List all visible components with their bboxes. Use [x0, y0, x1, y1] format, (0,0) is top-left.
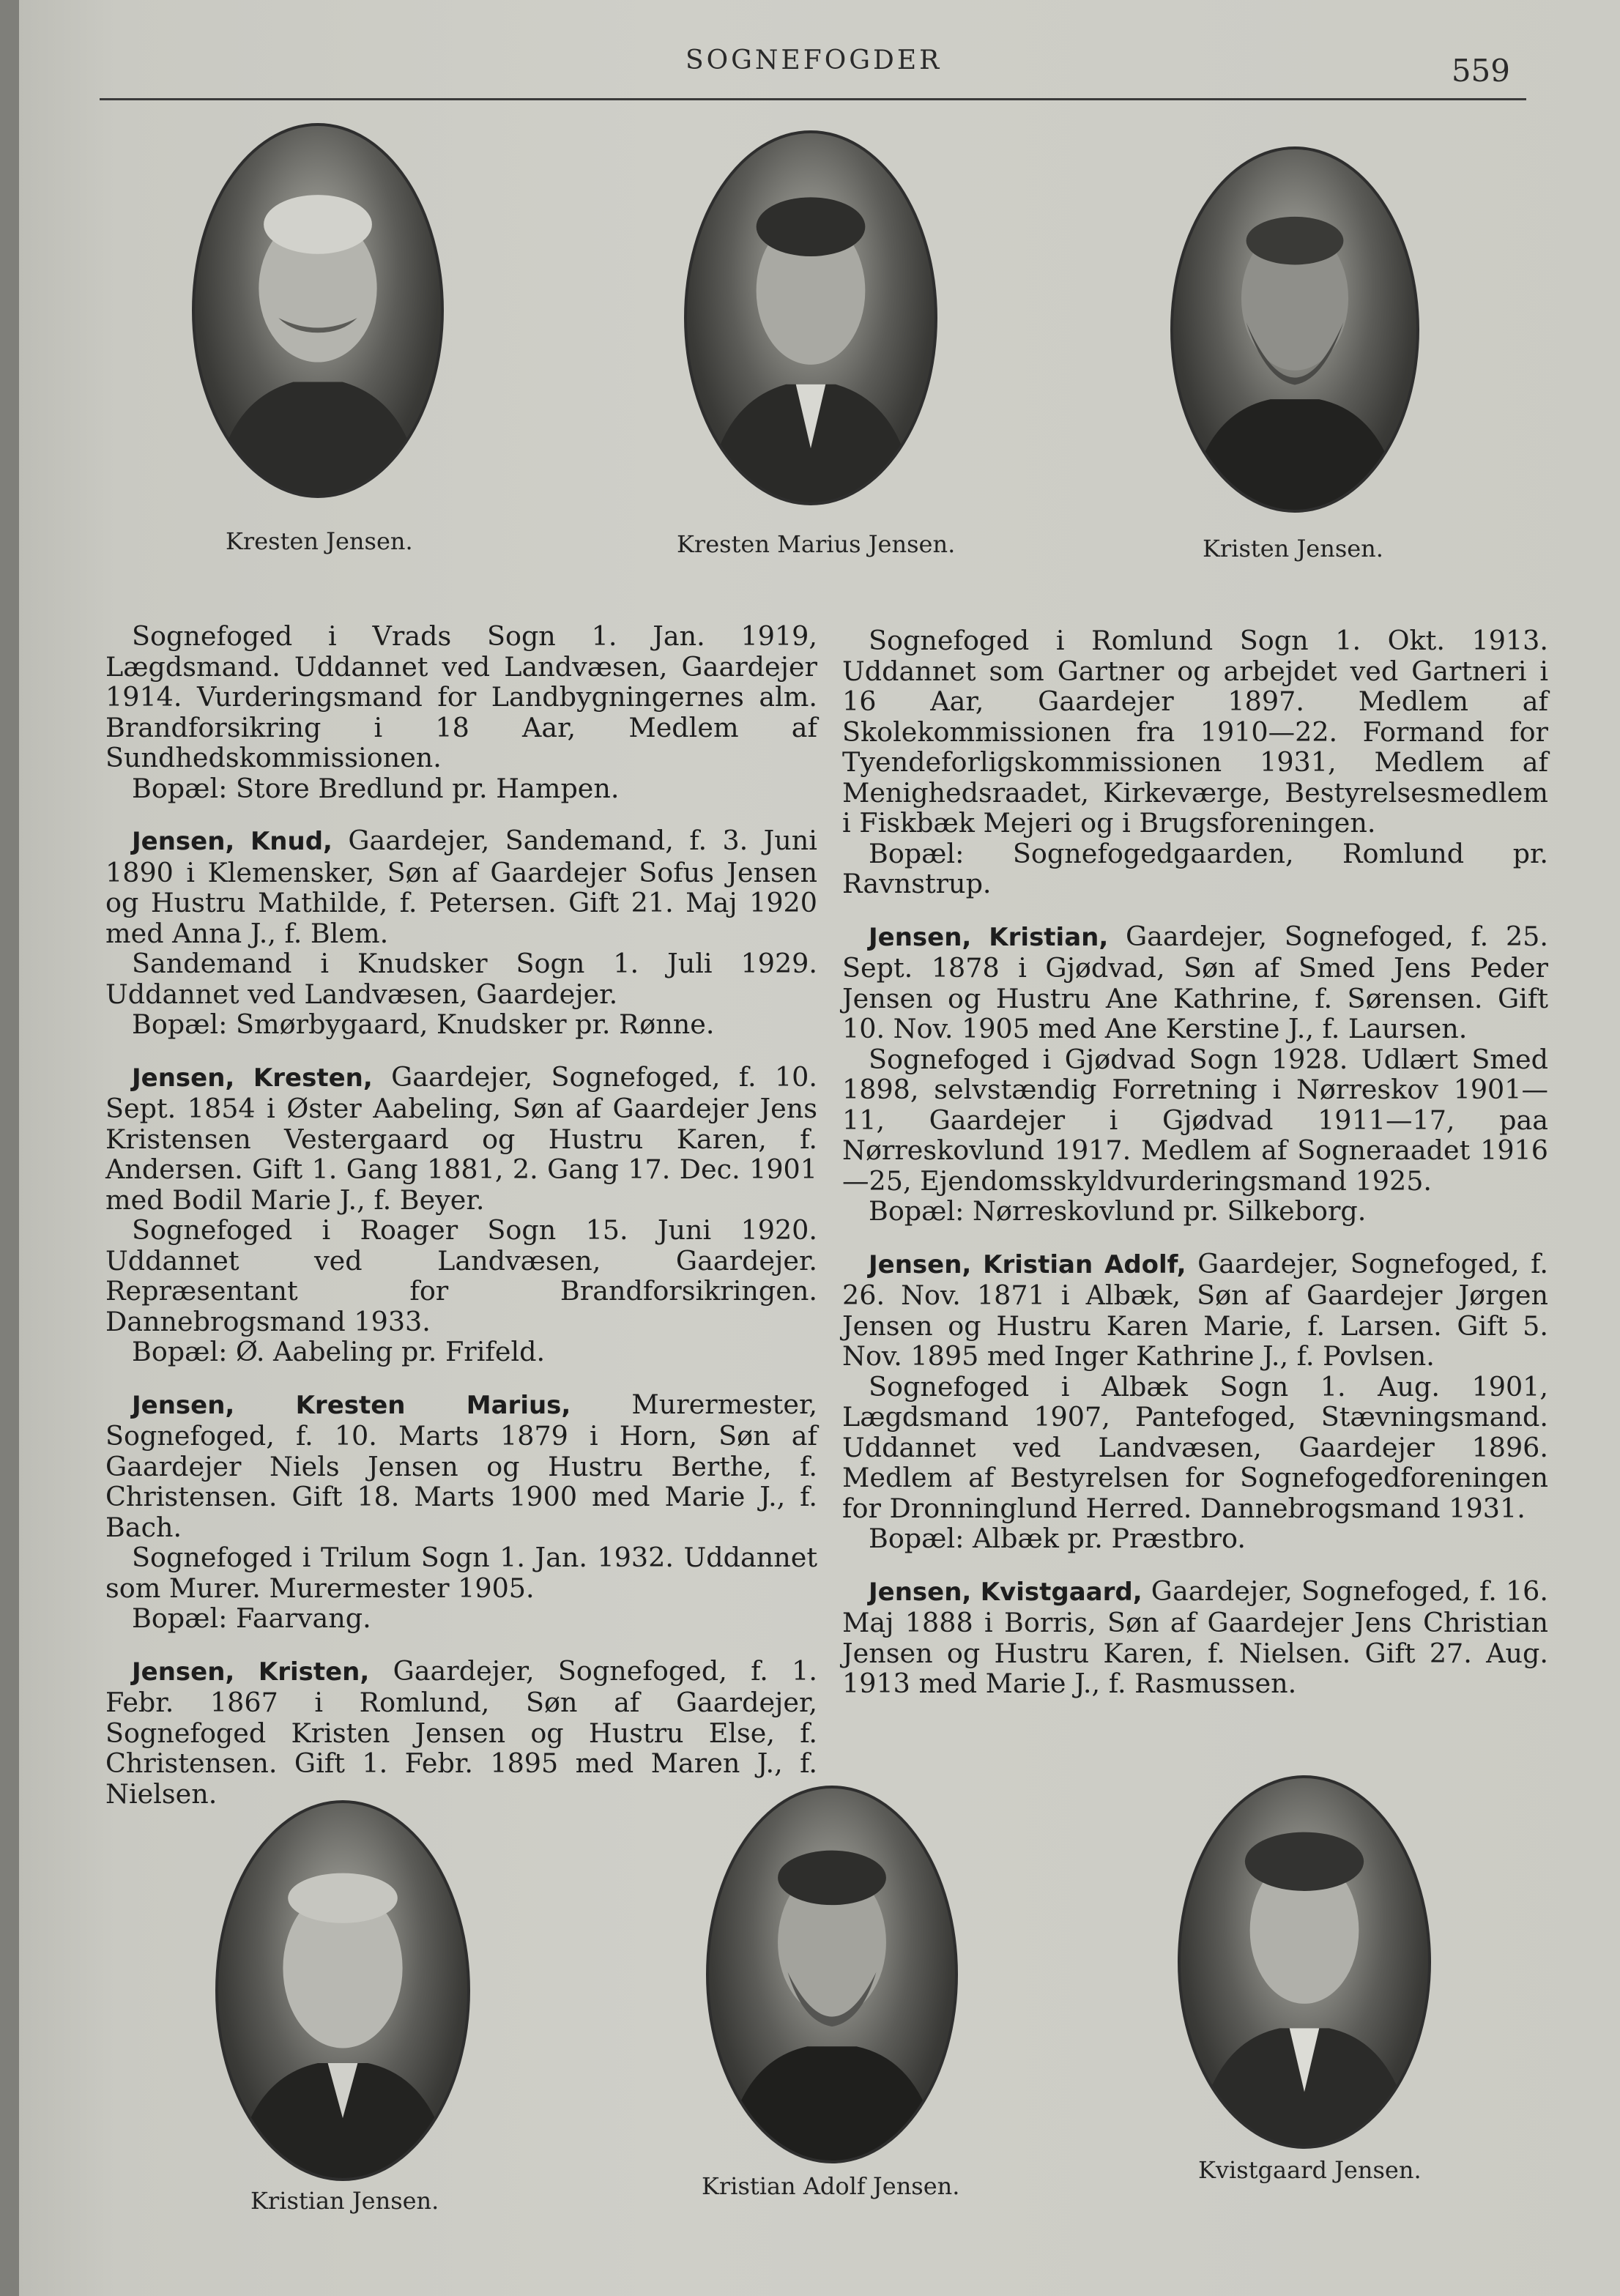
- entry-bio: Gaardejer, Sandemand, f. 3. Juni 1890 i Klemensker, Søn af Gaardejer Sofus Jensen og Hustru Mathilde, f. Petersen. Gift 21. Maj 1920 med Anna J., f. Blem.: [105, 825, 817, 949]
- entry-career: Sognefoged i Roager Sogn 15. Juni 1920. Uddannet ved Landvæsen, Gaardejer. Repræsentant for Brandforsikringen. Dannebrogsmand 1933.: [105, 1214, 817, 1337]
- entry-knud: [105, 825, 817, 948]
- caption-kristian-jensen: Kristian Jensen.: [250, 2187, 439, 2215]
- portrait-kristian-jensen: [215, 1800, 470, 2181]
- caption-kvistgaard-jensen: Kvistgaard Jensen.: [1198, 2156, 1422, 2184]
- entry-kristian-adolf: [842, 1249, 1548, 1372]
- entry-name: Jensen, Knud,: [132, 827, 332, 856]
- portrait-kristen-jensen: [1170, 146, 1419, 513]
- entry-address: Bopæl: Ø. Aabeling pr. Frifeld.: [132, 1336, 546, 1367]
- book-page: [19, 0, 1620, 2296]
- entry-career: Sognefoged i Trilum Sogn 1. Jan. 1932. Uddannet som Murer. Murermester 1905.: [105, 1542, 817, 1604]
- page-number: 559: [1451, 53, 1510, 89]
- entry-career: Sognefoged i Albæk Sogn 1. Aug. 1901, Lægdsmand 1907, Pantefoged, Stævningsmand. Uddannet ved Landvæsen, Gaardejer 1896. Medlem af Bestyrelsen for Sognefogedforeningen for Dronninglund Herred. Dannebrogsmand 1931.: [842, 1370, 1548, 1524]
- entry-kresten-marius: [105, 1389, 817, 1543]
- portrait-kresten-marius-jensen: [684, 130, 937, 505]
- entry-kvistgaard: [842, 1576, 1548, 1699]
- entry-bio: Gaardejer, Sognefoged, f. 16. Maj 1888 i Borris, Søn af Gaardejer Jens Christian Jensen og Hustru Karen, f. Nielsen. Gift 27. Aug. 1913 med Marie J., f. Rasmussen.: [842, 1575, 1548, 1699]
- entry-address: Bopæl: Faarvang.: [132, 1602, 371, 1634]
- right-column: [842, 625, 1548, 1699]
- entry-kresten: [105, 1062, 817, 1216]
- caption-kristen-jensen: Kristen Jensen.: [1203, 535, 1383, 562]
- entry-address: Bopæl: Smørbygaard, Knudsker pr. Rønne.: [132, 1008, 715, 1040]
- left-column: [105, 621, 817, 1809]
- kristen-jensen-address: Bopæl: Sognefogedgaarden, Romlund pr. Ravnstrup.: [842, 837, 1548, 899]
- entry-name: Jensen, Kresten,: [132, 1063, 373, 1093]
- entry-bio: Gaardejer, Sognefoged, f. 25. Sept. 1878 i Gjødvad, Søn af Smed Jens Peder Jensen og Hustru Ane Kathrine, f. Sørensen. Gift 10. Nov. 1905 med Ane Kerstine J., f. Laursen.: [842, 920, 1548, 1044]
- entry-bio: Gaardejer, Sognefoged, f. 1. Febr. 1867 i Romlund, Søn af Gaardejer, Sognefoged Kristen Jensen og Hustru Else, f. Christensen. Gift 1. Febr. 1895 med Maren J., f. Nielsen.: [105, 1654, 818, 1810]
- portrait-kristian-adolf-jensen: [706, 1786, 958, 2163]
- entry-name: Jensen, Kristen,: [132, 1657, 370, 1687]
- kresten-jensen-career: Sognefoged i Vrads Sogn 1. Jan. 1919, Lægdsmand. Uddannet ved Landvæsen, Gaardejer 1914. Vurderingsmand for Landbygningernes alm. Brandforsikring i 18 Aar, Medlem af Sundhedskommissionen.: [105, 620, 817, 773]
- entry-kristian: [842, 921, 1548, 1044]
- kresten-jensen-address: Bopæl: Store Bredlund pr. Hampen.: [132, 772, 620, 804]
- caption-kresten-marius-jensen: Kresten Marius Jensen.: [677, 530, 956, 558]
- entry-name: Jensen, Kristian,: [869, 922, 1109, 952]
- entry-name: Jensen, Kresten Marius,: [132, 1390, 571, 1420]
- entry-address: Bopæl: Albæk pr. Præstbro.: [869, 1523, 1246, 1554]
- entry-name: Jensen, Kristian Adolf,: [869, 1249, 1186, 1279]
- caption-kristian-adolf-jensen: Kristian Adolf Jensen.: [702, 2172, 960, 2200]
- header-rule: [100, 98, 1526, 100]
- entry-bio: Gaardejer, Sognefoged, f. 10. Sept. 1854 i Øster Aabeling, Søn af Gaardejer Jens Kristensen Vestergaard og Hustru Karen, f. Andersen. Gift 1. Gang 1881, 2. Gang 17. Dec. 1901 med Bodil Marie J., f. Beyer.: [105, 1060, 817, 1216]
- running-head: SOGNEFOGDER: [685, 45, 943, 75]
- entry-name: Jensen, Kvistgaard,: [869, 1577, 1142, 1607]
- entry-address: Bopæl: Nørreskovlund pr. Silkeborg.: [869, 1195, 1367, 1227]
- entry-career: Sognefoged i Gjødvad Sogn 1928. Udlært Smed 1898, selvstændig Forretning i Nørreskov 1901—11, Gaardejer i Gjødvad 1911—17, paa Nørreskovlund 1917. Medlem af Sogneraadet 1916—25, Ejendomsskyldvurderingsmand 1925.: [842, 1043, 1548, 1197]
- kristen-jensen-career: Sognefoged i Romlund Sogn 1. Okt. 1913. Uddannet som Gartner og arbejdet ved Gartneri i 16 Aar, Gaardejer 1897. Medlem af Skolekommissionen fra 1910—22. Formand for Tyendeforligskommissionen 1931, Medlem af Menighedsraadet, Kirkeværge, Bestyrelsesmedlem i Fiskbæk Mejeri og i Brugsforeningen.: [842, 625, 1548, 839]
- portrait-kresten-jensen: [192, 123, 444, 498]
- entry-career: Sandemand i Knudsker Sogn 1. Juli 1929. Uddannet ved Landvæsen, Gaardejer.: [105, 948, 817, 1010]
- caption-kresten-jensen: Kresten Jensen.: [226, 527, 413, 555]
- entry-bio: Murermester, Sognefoged, f. 10. Marts 1879 i Horn, Søn af Gaardejer Niels Jensen og Hustru Berthe, f. Christensen. Gift 18. Marts 1900 med Marie J., f. Bach.: [105, 1388, 817, 1543]
- entry-bio: Gaardejer, Sognefoged, f. 26. Nov. 1871 i Albæk, Søn af Gaardejer Jørgen Jensen og Hustru Karen Marie, f. Larsen. Gift 5. Nov. 1895 med Inger Kathrine J., f. Povlsen.: [842, 1247, 1548, 1372]
- portrait-kvistgaard-jensen: [1178, 1775, 1431, 2149]
